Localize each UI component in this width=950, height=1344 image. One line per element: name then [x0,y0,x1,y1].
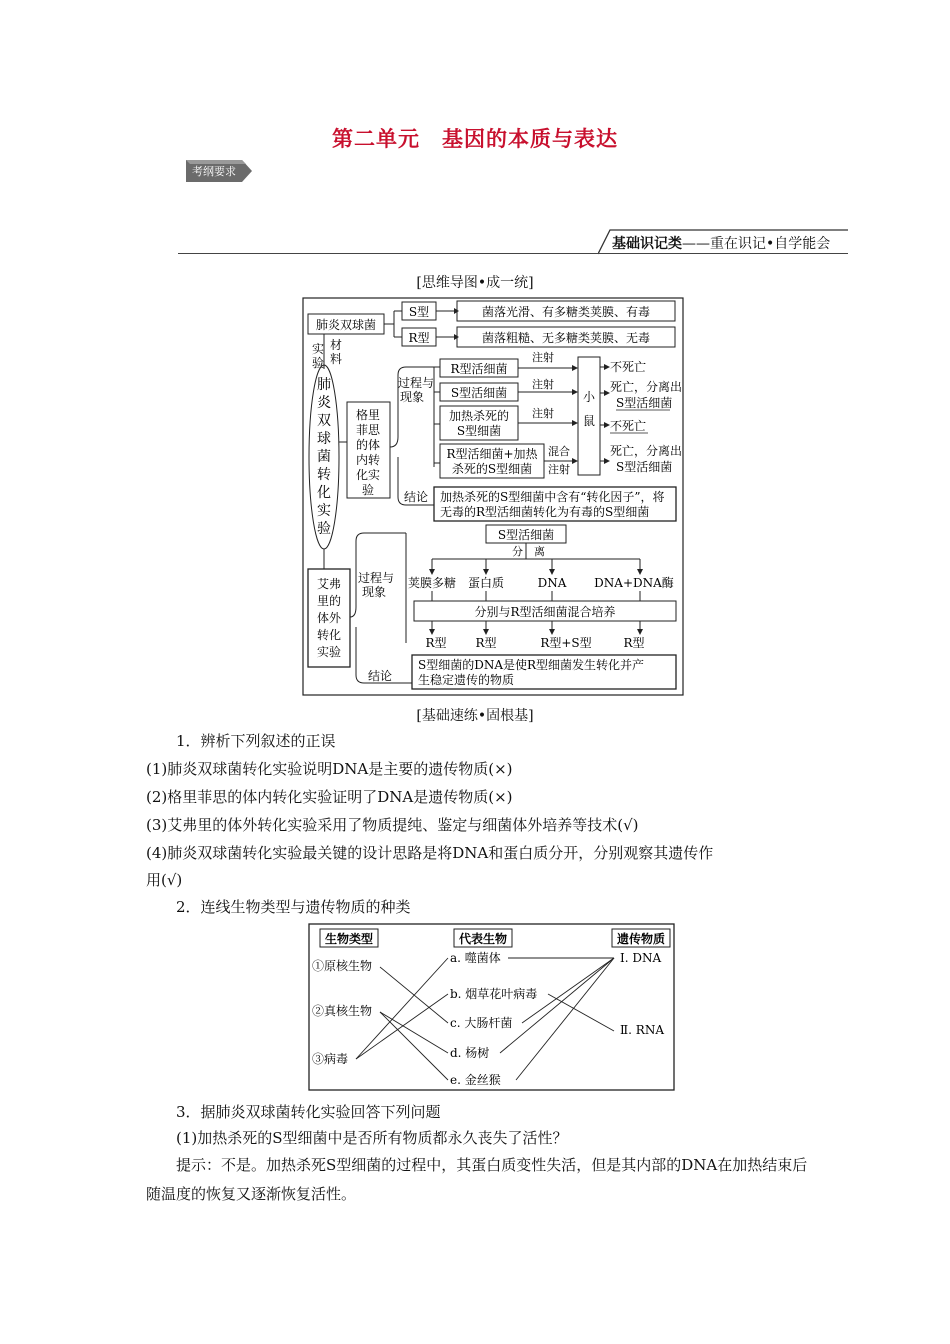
mindmap-g-box2: S型活细菌 [450,386,508,400]
matching-header-materials: 遗传物质 [616,932,666,946]
mindmap-a-part-2: 蛋白质 [467,576,505,590]
matching-diagram [308,923,676,1093]
mindmap-a-result-1: R型 [425,636,447,650]
mindmap-oval-9: 验 [317,521,331,537]
matching-organism-e: e. 金丝猴 [450,1073,501,1087]
matching-type-2: ②真核生物 [312,1004,373,1018]
mindmap-a-process-label-1: 过程与 [358,571,395,585]
matching-header-organisms: 代表生物 [458,932,508,946]
q1-item-1: (1)肺炎双球菌转化实验说明DNA是主要的遗传物质(×) [146,760,513,778]
q1-item-2: (2)格里菲思的体内转化实验证明了DNA是遗传物质(×) [146,788,513,806]
mindmap-res4-2: S型活细菌 [616,460,673,474]
mindmap-bacterium: 肺炎双球菌 [315,318,377,332]
mindmap-inject-1: 注射 [532,351,554,364]
mindmap-mouse-1: 小 [582,390,596,404]
mindmap-g-box4-1: R型活细菌+加热 [446,447,538,461]
section-divider [178,253,848,254]
mindmap-g-conclusion-1: 加热杀死的S型细菌中含有“转化因子”，将 [440,490,665,504]
matching-material-rna: Ⅱ. RNA [620,1023,664,1037]
mindmap-mouse-2: 鼠 [582,414,596,428]
section-header-bold: 基础识记类 [612,236,682,252]
mindmap-avery-3: 体外 [316,611,342,625]
mindmap-material-1: 实 [312,342,325,356]
mindmap-r-desc: 菌落粗糙、无多糖类荚膜、无毒 [481,331,651,345]
mindmap-res2-2: S型活细菌 [616,396,673,410]
mindmap-a-top: S型活细菌 [497,528,555,542]
mindmap-res2-1: 死亡，分离出 [610,380,683,394]
mindmap-res3: 不死亡 [610,419,647,433]
mindmap-g-box4-2: 杀死的S型细菌 [451,462,533,476]
mindmap-oval-3: 双 [317,413,331,429]
page-title: 第二单元 基因的本质与表达 [332,126,618,151]
mindmap-a-culture: 分别与R型活细菌混合培养 [474,605,616,619]
mindmap-griffith-5: 化实 [355,468,381,482]
q3-answer: 提示：不是。加热杀死S型细菌的过程中，其蛋白质变性失活，但是其内部的DNA在加热结束后随温度的恢复又逐渐恢复活性。 [146,1156,808,1203]
mindmap-a-part-1: 荚膜多糖 [407,576,457,590]
mindmap-res1: 不死亡 [610,360,647,374]
mindmap-conclusion-label-1: 结论 [404,490,429,504]
q2-title: 2．连线生物类型与遗传物质的种类 [176,898,411,916]
mindmap-a-part-3: DNA [537,576,567,590]
mindmap-g-box3-1: 加热杀死的 [448,409,510,423]
mindmap-oval-7: 化 [317,485,331,501]
mindmap-avery-1: 艾弗 [316,577,342,591]
q1-item-3: (3)艾弗里的体外转化实验采用了物质提纯、鉴定与细菌体外培养等技术(√) [146,816,639,834]
mindmap-griffith-1: 格里 [355,408,381,422]
mindmap-inject-3: 注射 [532,407,554,420]
mindmap-a-conclusion-1: S型细菌的DNA是使R型细菌发生转化并产 [418,658,645,672]
q3-sub: (1)加热杀死的S型细菌中是否所有物质都永久丧失了活性？ [176,1129,568,1147]
mindmap-avery-4: 转化 [316,628,342,642]
matching-header-types: 生物类型 [324,932,374,946]
mindmap-a-conclusion-2: 生稳定遗传的物质 [418,673,515,687]
mindmap-avery-2: 里的 [316,594,342,608]
mindmap-separate: 分 离 [512,545,545,558]
matching-type-3: ③病毒 [312,1052,349,1066]
mindmap-griffith-3: 的体 [355,438,381,452]
mindmap-a-result-4: R型 [623,636,645,650]
mindmap-inject-2: 注射 [532,378,554,391]
mindmap-avery-5: 实验 [316,645,342,659]
mindmap-a-process-label-2: 现象 [362,585,387,599]
q1-title: 1．辨析下列叙述的正误 [176,732,336,750]
practice-heading: [基础速练•固根基] [416,708,534,724]
mindmap-a-result-2: R型 [475,636,497,650]
mindmap-g-box1: R型活细菌 [450,362,508,376]
mindmap-mix: 混合 [548,445,570,458]
section-header-rest: ——重在识记•自学能会 [682,236,831,252]
mindmap-material-2: 验 [312,356,325,370]
mindmap-g-conclusion-2: 无毒的R型活细菌转化为有毒的S型细菌 [440,505,650,519]
mindmap-material-4: 料 [330,352,343,366]
mindmap-process-label-2: 现象 [400,390,425,404]
mindmap-griffith-6: 验 [361,483,375,497]
matching-material-dna: Ⅰ. DNA [620,951,662,965]
section-header [612,233,830,253]
mindmap-material-3: 材 [330,338,343,352]
mindmap-s-type: S型 [408,305,430,319]
mindmap-oval-8: 实 [317,503,331,519]
mindmap-process-label-1: 过程与 [398,376,435,390]
mindmap-griffith-2: 菲思 [355,423,381,437]
q1-item-4-line1: (4)肺炎双球菌转化实验最关键的设计思路是将DNA和蛋白质分开，分别观察其遗传作 [146,844,714,862]
mindmap-inject-4: 注射 [548,463,570,476]
mindmap-a-result-3: R型+S型 [540,636,592,650]
mindmap-oval-1: 肺 [317,377,331,393]
mindmap-a-part-4: DNA+DNA酶 [594,576,674,590]
mindmap-oval-2: 炎 [317,395,331,411]
mindmap-griffith-4: 内转 [355,453,381,467]
q1-item-4-line2: 用(√) [146,871,183,889]
mindmap-a-conclusion-label: 结论 [368,669,393,683]
mindmap-diagram [302,297,684,697]
matching-organism-b: b. 烟草花叶病毒 [450,987,538,1001]
mindmap-oval-4: 球 [317,431,331,447]
mindmap-g-box3-2: S型细菌 [456,424,502,438]
match-line-monkey-dna [516,958,614,1080]
mindmap-oval-5: 菌 [317,449,331,465]
mindmap-r-type: R型 [408,331,430,345]
mindmap-heading: [思维导图•成一统] [416,275,534,291]
matching-organism-a: a. 噬菌体 [450,951,501,965]
match-line-poplar-dna [500,958,614,1053]
matching-type-1: ①原核生物 [312,959,373,973]
matching-organism-c: c. 大肠杆菌 [450,1016,513,1030]
requirements-tab[interactable]: 考纲要求 [192,165,236,178]
matching-organism-d: d. 杨树 [450,1046,490,1060]
mindmap-oval-6: 转 [317,467,331,483]
q3-title: 3．据肺炎双球菌转化实验回答下列问题 [176,1103,441,1121]
mindmap-res4-1: 死亡，分离出 [610,444,683,458]
match-line-eukaryote-monkey [380,1012,448,1080]
mindmap-s-desc: 菌落光滑、有多糖类荚膜、有毒 [481,305,651,319]
